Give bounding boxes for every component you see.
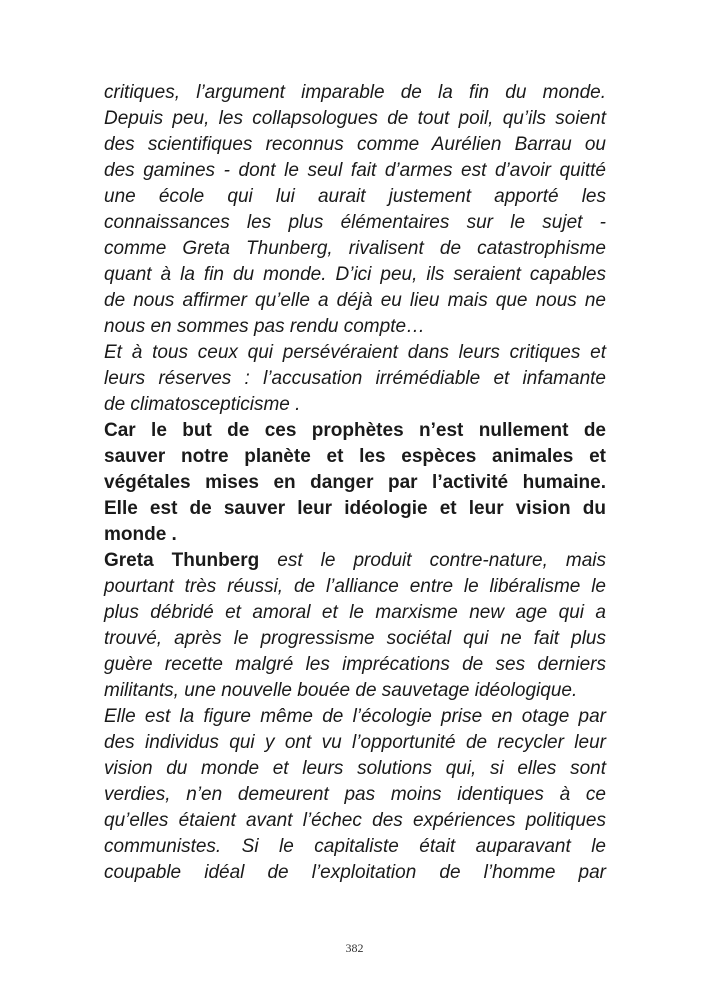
page-number: 382 — [345, 941, 364, 955]
text-run: est le produit contre-nature, mais — [259, 550, 607, 571]
text-line: une école qui lui aurait justement apporté les — [104, 186, 606, 207]
text-line: des individus qui y ont vu l’opportunité de recycler leur — [104, 732, 606, 753]
paragraph — [104, 704, 606, 886]
text-line: guère recette malgré les imprécations de ses derniers — [104, 654, 606, 675]
text-line: pourtant très réussi, de l’alliance entre le libéralisme le — [104, 576, 606, 597]
text-line: Depuis peu, les collapsologues de tout poil, qu’ils soient — [104, 108, 606, 129]
text-line: quant à la fin du monde. D’ici peu, ils seraient capables — [104, 264, 606, 285]
text-line: Elle est de sauver leur idéologie et leur vision du — [104, 498, 606, 519]
text-line: plus débridé et amoral et le marxisme new age qui a — [104, 602, 606, 623]
text-line: connaissances les plus élémentaires sur le sujet - — [104, 212, 606, 233]
text-line: monde . — [104, 524, 177, 545]
text-line: des gamines - dont le seul fait d’armes est d’avoir quitté — [104, 160, 606, 181]
text-line: des scientifiques reconnus comme Aurélien Barrau ou — [104, 134, 606, 155]
paragraph — [104, 548, 606, 704]
text-line: de nous affirmer qu’elle a déjà eu lieu mais que nous ne — [104, 290, 606, 311]
text-line: qu’elles étaient avant l’échec des expériences politiques — [104, 810, 606, 831]
text-line: communistes. Si le capitaliste était auparavant le — [104, 836, 606, 857]
text-line: coupable idéal de l’exploitation de l’homme par — [104, 862, 606, 883]
text-line: militants, une nouvelle bouée de sauvetage idéologique. — [104, 680, 578, 701]
text-line: verdies, n’en demeurent pas moins identiques à ce — [104, 784, 606, 805]
text-line: Elle est la figure même de l’écologie prise en otage par — [104, 706, 606, 727]
text-line: comme Greta Thunberg, rivalisent de catastrophisme — [104, 238, 606, 259]
text-line: vision du monde et leurs solutions qui, si elles sont — [104, 758, 606, 779]
text-line: de climatoscepticisme . — [104, 394, 301, 415]
text-line: nous en sommes pas rendu compte… — [104, 316, 426, 337]
text-line — [104, 548, 606, 574]
paragraph — [104, 80, 606, 340]
paragraph — [104, 340, 606, 418]
text-line: trouvé, après le progressisme sociétal qui ne fait plus — [104, 628, 606, 649]
text-line: sauver notre planète et les espèces animales et — [104, 446, 606, 467]
text-line: Et à tous ceux qui persévéraient dans leurs critiques et — [104, 342, 606, 363]
text-line: leurs réserves : l’accusation irrémédiable et infamante — [104, 368, 606, 389]
paragraph — [104, 418, 606, 548]
text-line: Car le but de ces prophètes n’est nullement de — [104, 420, 606, 441]
text-line: critiques, l’argument imparable de la fin du monde. — [104, 82, 606, 103]
body-text — [104, 80, 606, 886]
text-line: végétales mises en danger par l’activité humaine. — [104, 472, 606, 493]
name-emphasis: Greta Thunberg — [104, 550, 260, 571]
